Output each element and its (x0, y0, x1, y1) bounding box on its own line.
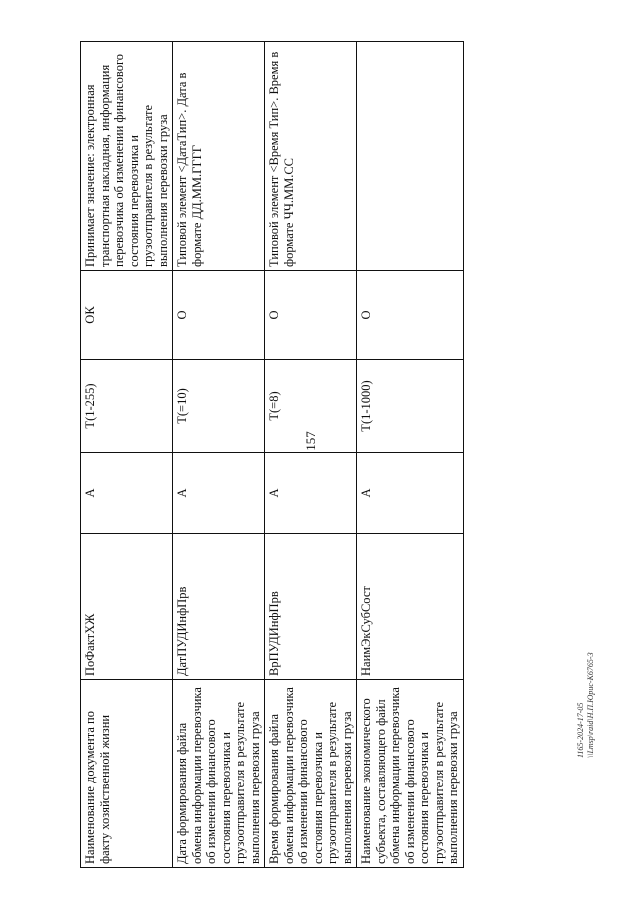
footer-line-1: 1165-2024-17-05 (576, 702, 585, 758)
element-format-cell: Т(1-1000) (357, 360, 464, 453)
rotated-table-container (80, 42, 460, 868)
element-format-cell: Т(=8) (265, 360, 357, 453)
element-note-cell (357, 42, 464, 271)
table-row (357, 42, 464, 868)
table-row (81, 42, 173, 868)
element-code-cell: ДатПУДИнфПрв (173, 534, 265, 680)
table-row (173, 42, 265, 868)
element-name-cell: Дата формирования файла обмена информации перевозчика об изменении финансового состояния перевозчика и грузоотправителя в результате выполнения перевозки груза (173, 680, 265, 868)
element-code-cell: ПоФактХЖ (81, 534, 173, 680)
element-required-cell: О (173, 271, 265, 360)
page-number: 157 (303, 431, 318, 451)
element-format-cell: Т(=10) (173, 360, 265, 453)
element-note-cell: Типовой элемент <Время Тип>. Время в формате ЧЧ.ММ.СС (265, 42, 357, 271)
element-kind-cell: А (357, 453, 464, 534)
element-kind-cell: А (81, 453, 173, 534)
element-name-cell: Время формирования файла обмена информации перевозчика об изменении финансового состояния перевозчика и грузоотправителя в результате выполнения перевозки груза (265, 680, 357, 868)
element-kind-cell: А (173, 453, 265, 534)
element-required-cell: ОК (81, 271, 173, 360)
element-kind-cell: А (265, 453, 357, 534)
footer-line-2: \\Lmsp\raid\Н.П.Юрис-К6765-3 (586, 652, 595, 758)
element-name-cell: Наименование документа по факту хозяйственной жизни (81, 680, 173, 868)
element-name-cell: Наименование экономического субъекта, составляющего файл обмена информации перевозчика об изменении финансового состояния перевозчика и грузоотправителя в результате выполнения перевозки груза (357, 680, 464, 868)
document-footer (576, 652, 596, 758)
element-required-cell: О (265, 271, 357, 360)
attribute-table (80, 41, 464, 868)
element-note-cell: Типовой элемент <ДатаТип>. Дата в формате ДД.ММ.ГГГГ (173, 42, 265, 271)
table-row (265, 42, 357, 868)
element-required-cell: О (357, 271, 464, 360)
element-note-cell: Принимает значение: электронная транспортная накладная, информация перевозчика об изменении финансового состояния перевозчика и грузоотправителя в результате выполнения перевозки груза (81, 42, 173, 271)
element-code-cell: НаимЭкСубСост (357, 534, 464, 680)
element-format-cell: Т(1-255) (81, 360, 173, 453)
element-code-cell: ВрПУДИнфПрв (265, 534, 357, 680)
